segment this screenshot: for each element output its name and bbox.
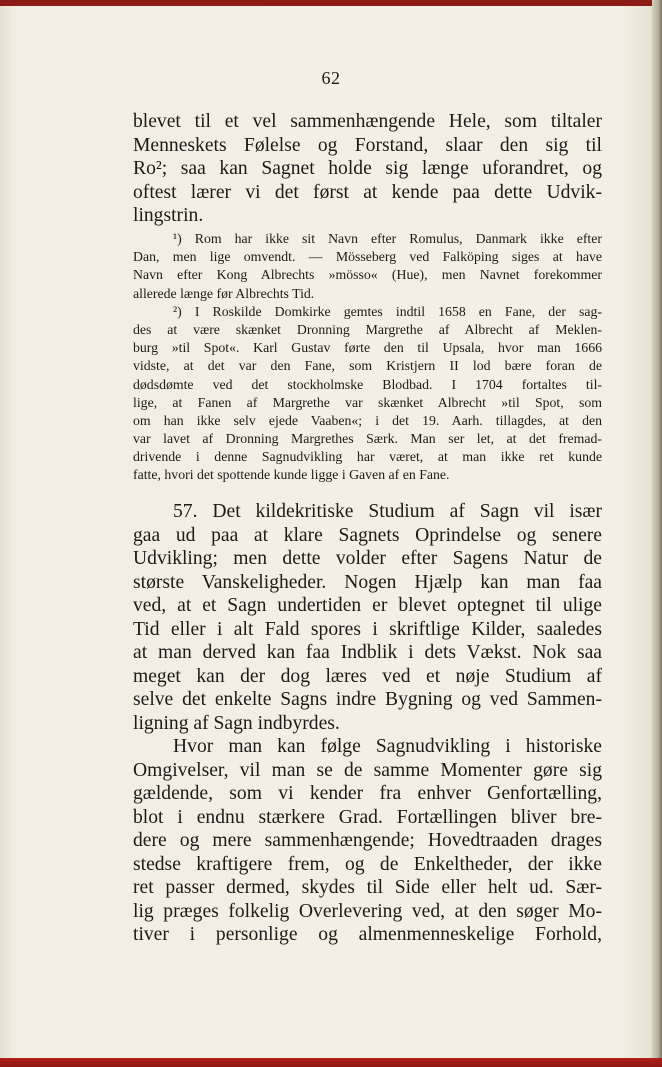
text-line: ved, at et Sagn undertiden er blevet optegnet til ulige [133, 595, 602, 616]
text-line: stedse kraftigere frem, og de Enkeltheder, der ikke [133, 853, 602, 875]
footnote-line: var lavet af Dronning Margrethes Særk. Man ser let, at det fremad- [133, 431, 602, 447]
text-line: største Vanskeligheder. Nogen Hjælp kan man faa [133, 571, 602, 593]
top-edge [0, 0, 662, 6]
footnote-line: Dan, men lige omvendt. — Mösseberg ved Falköping siges at have [133, 249, 602, 265]
text-line: dere og mere sammenhængende; Hovedtraaden drages [133, 830, 602, 851]
footnote-line: fatte, hvori det spottende kunde ligge i Gaven af en Fane. [133, 467, 450, 483]
text-line: selve det enkelte Sagns indre Bygning og ved Sammen- [133, 689, 602, 710]
text-line: 57. Det kildekritiske Studium af Sagn vil især [173, 501, 602, 522]
footnote-line: om han ikke selv ejede Vaaben«; i det 19. Aarh. tillagdes, at den [133, 412, 602, 428]
text-line: lingstrin. [133, 205, 204, 226]
footnote-line: allerede længe før Albrechts Tid. [133, 285, 315, 301]
footnotes [133, 230, 602, 485]
footnote-line: Navn efter Kong Albrechts »mösso« (Hue), men Navnet forekommer [133, 267, 602, 283]
text-line: at man derved kan faa Indblik i dets Vækst. Nok saa [133, 642, 602, 663]
footnote-line: ¹) Rom har ikke sit Navn efter Romulus, Danmark ikke efter [173, 231, 602, 246]
text-line: blot i endnu stærkere Grad. Fortællingen bliver bre- [133, 806, 602, 828]
page-number: 62 [321, 68, 341, 88]
text-line: meget kan der dog læres ved et nøje Studium af [133, 665, 602, 687]
text-line: Ro²; saa kan Sagnet holde sig længe uforandret, og [133, 158, 602, 179]
text-line: oftest lærer vi det først at kende paa dette Udvik- [133, 181, 602, 203]
text-line: ret passer dermed, skydes til Side eller helt ud. Sær- [133, 877, 602, 898]
text-line: tiver i personlige og almenmenneskelige Forhold, [133, 924, 602, 945]
text-line: lig præges folkelig Overlevering ved, at den søger Mo- [133, 900, 602, 922]
paragraph-1 [133, 110, 602, 228]
text-line: Omgivelser, vil man se de samme Momenter gøre sig [133, 759, 602, 781]
right-page-edge [652, 0, 662, 1067]
text-line: Tid eller i alt Fald spores i skriftlige Kilder, saaledes [133, 618, 602, 640]
text-line: gaa ud paa at klare Sagnets Oprindelse og senere [133, 524, 602, 546]
footnote-line: vidste, at det var den Fane, som Kristjern II lod bære foran de [133, 358, 602, 374]
footnote-line: lige, at Fanen af Margrethe var skænket Albrecht »til Spot, som [133, 394, 602, 410]
footnote-line: dødsdømte ved det stockholmske Blodbad. I 1704 fortaltes til- [133, 376, 602, 392]
footnote-line: des at være skænket Dronning Margrethe af Albrecht af Meklen- [133, 321, 602, 337]
text-line: ligning af Sagn indbyrdes. [133, 712, 340, 734]
text-line: Menneskets Følelse og Forstand, slaar den sig til [133, 134, 602, 156]
bottom-edge [0, 1058, 662, 1067]
text-line: gældende, som vi kender fra enhver Genfortælling, [133, 783, 602, 804]
text-line: Hvor man kan følge Sagnudvikling i historiske [173, 736, 602, 757]
footnote-line: ²) I Roskilde Domkirke gemtes indtil 1658 en Fane, der sag- [173, 303, 602, 319]
paragraph-3 [133, 735, 602, 947]
footnote-line: drivende i denne Sagnudvikling har været, at man ikke ret kunde [133, 449, 602, 465]
footnote-line: burg »til Spot«. Karl Gustav førte den til Upsala, hvor man 1666 [133, 340, 602, 356]
paragraph-2 [133, 500, 602, 735]
text-line: blevet til et vel sammenhængende Hele, som tiltaler [133, 111, 602, 132]
text-line: Udvikling; men dette volder efter Sagens Natur de [133, 548, 602, 569]
